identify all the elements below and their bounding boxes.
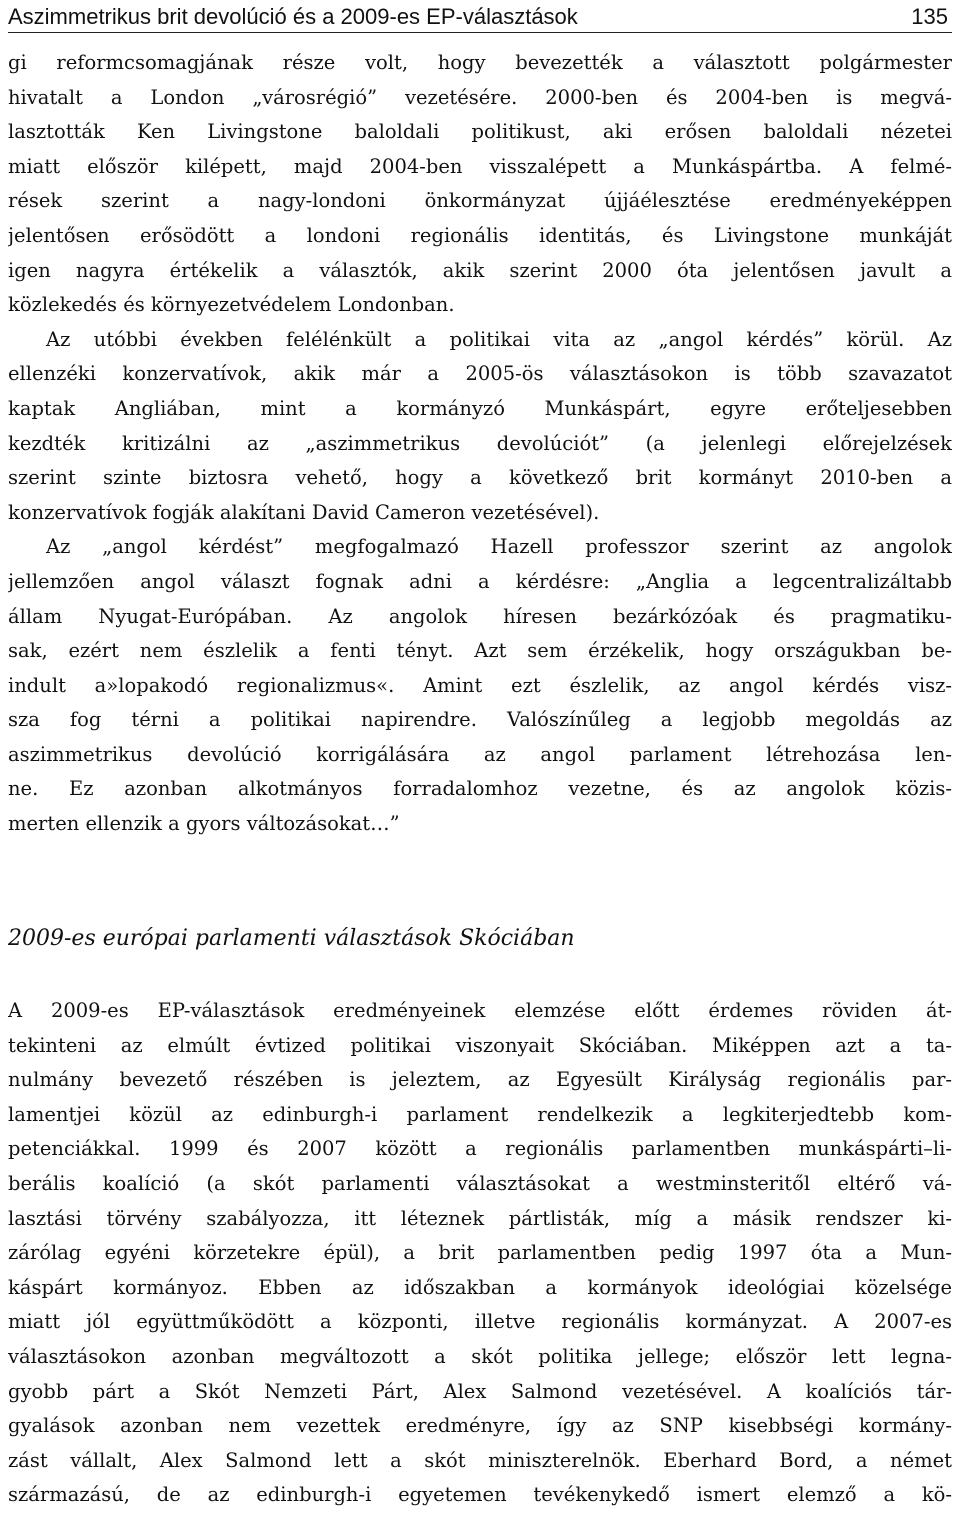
section-body [8, 994, 952, 1513]
text-line: berális koalíció (a skót parlamenti választásokat a westminsteritől eltérő vá- [8, 1171, 952, 1195]
text-line: közlekedés és környezetvédelem Londonban. [8, 293, 455, 317]
text-line: Az „angol kérdést” megfogalmazó Hazell professzor szerint az angolok [46, 535, 952, 559]
text-line: sak, ezért nem észlelik a fenti tényt. Azt sem érzékelik, hogy országukban be- [8, 639, 952, 663]
text-line: lamentjei közül az edinburgh-i parlament rendelkezik a legkiterjedtebb kom- [8, 1102, 952, 1126]
text-line: jellemzően angol választ fognak adni a kérdésre: „Anglia a legcentralizáltabb [8, 569, 952, 593]
text-line: indult a»lopakodó regionalizmus«. Amint ezt észlelik, az angol kérdés visz- [8, 673, 952, 697]
section-heading: 2009-es európai parlamenti választások Skóciában [8, 926, 575, 951]
text-line: lasztási törvény szabályozza, itt léteznek pártlisták, míg a másik rendszer ki- [8, 1206, 952, 1230]
running-head [8, 2, 952, 33]
text-line: kezdték kritizálni az „aszimmetrikus devolúciót” (a jelenlegi előrejelzések [8, 431, 952, 455]
text-line: kaptak Angliában, mint a kormányzó Munkáspárt, egyre erőteljesebben [8, 396, 952, 420]
text-line: sza fog térni a politikai napirendre. Valószínűleg a legjobb megoldás az [8, 708, 952, 732]
body-text [8, 46, 952, 842]
text-line: hivatalt a London „városrégió” vezetésére. 2000-ben és 2004-ben is megvá- [8, 85, 952, 109]
text-line: lasztották Ken Livingstone baloldali politikust, aki erősen baloldali nézetei [8, 120, 952, 144]
text-line: ellenzéki konzervatívok, akik már a 2005-ös választásokon is több szavazatot [8, 362, 952, 386]
text-line: zást vállalt, Alex Salmond lett a skót miniszterelnök. Eberhard Bord, a német [8, 1448, 952, 1472]
text-line: konzervatívok fogják alakítani David Cameron vezetésével). [8, 500, 600, 524]
text-line: gyalások azonban nem vezettek eredményre, így az SNP kisebbségi kormány- [8, 1414, 952, 1438]
text-line: nulmány bevezető részében is jeleztem, az Egyesült Királyság regionális par- [8, 1068, 952, 1092]
running-head-title: Aszimmetrikus brit devolúció és a 2009-es EP-választások [8, 4, 578, 29]
text-line: aszimmetrikus devolúció korrigálására az angol parlament létrehozása len- [8, 742, 952, 766]
text-line: választásokon azonban megváltozott a skót politika jellege; először lett legna- [8, 1344, 952, 1368]
text-line: állam Nyugat-Európában. Az angolok híresen bezárkózóak és pragmatiku- [8, 604, 952, 628]
paragraph-3 [8, 530, 952, 841]
text-line: gi reformcsomagjának része volt, hogy bevezették a választott polgármester [8, 51, 952, 74]
text-line: szerint szinte biztosra vehető, hogy a következő brit kormányt 2010-ben a [8, 466, 952, 490]
text-line: tekinteni az elmúlt évtized politikai viszonyait Skóciában. Miképpen azt a ta- [8, 1033, 952, 1057]
page-number: 135 [911, 4, 948, 29]
text-line: A 2009-es EP-választások eredményeinek elemzése előtt érdemes röviden át- [8, 999, 952, 1022]
text-line: származású, de az edinburgh-i egyetemen tevékenykedő ismert elemző a kö- [8, 1483, 952, 1507]
text-line: igen nagyra értékelik a választók, akik szerint 2000 óta jelentősen javult a [8, 258, 952, 282]
text-line: miatt jól együttműködött a központi, illetve regionális kormányzat. A 2007-es [8, 1310, 952, 1334]
paragraph-1 [8, 46, 952, 323]
paragraph-2 [8, 323, 952, 531]
text-line: ne. Ez azonban alkotmányos forradalomhoz vezetne, és az angolok közis- [8, 777, 952, 801]
text-line: miatt először kilépett, majd 2004-ben visszalépett a Munkáspártba. A felmé- [8, 154, 952, 178]
text-line: káspárt kormányoz. Ebben az időszakban a kormányok ideológiai közelsége [8, 1275, 952, 1299]
section-paragraph [8, 994, 952, 1513]
text-line: Az utóbbi években felélénkült a politikai vita az „angol kérdés” körül. Az [46, 327, 952, 351]
text-line: jelentősen erősödött a londoni regionális identitás, és Livingstone munkáját [8, 223, 952, 247]
text-line: rések szerint a nagy-londoni önkormányzat újjáélesztése eredményeképpen [8, 189, 952, 213]
text-line: gyobb párt a Skót Nemzeti Párt, Alex Salmond vezetésével. A koalíciós tár- [8, 1379, 952, 1403]
text-line: merten ellenzik a gyors változásokat…” [8, 812, 400, 836]
text-line: petenciákkal. 1999 és 2007 között a regionális parlamentben munkáspárti–li- [8, 1137, 952, 1161]
text-line: zárólag egyéni körzetekre épül), a brit parlamentben pedig 1997 óta a Mun- [8, 1241, 952, 1265]
